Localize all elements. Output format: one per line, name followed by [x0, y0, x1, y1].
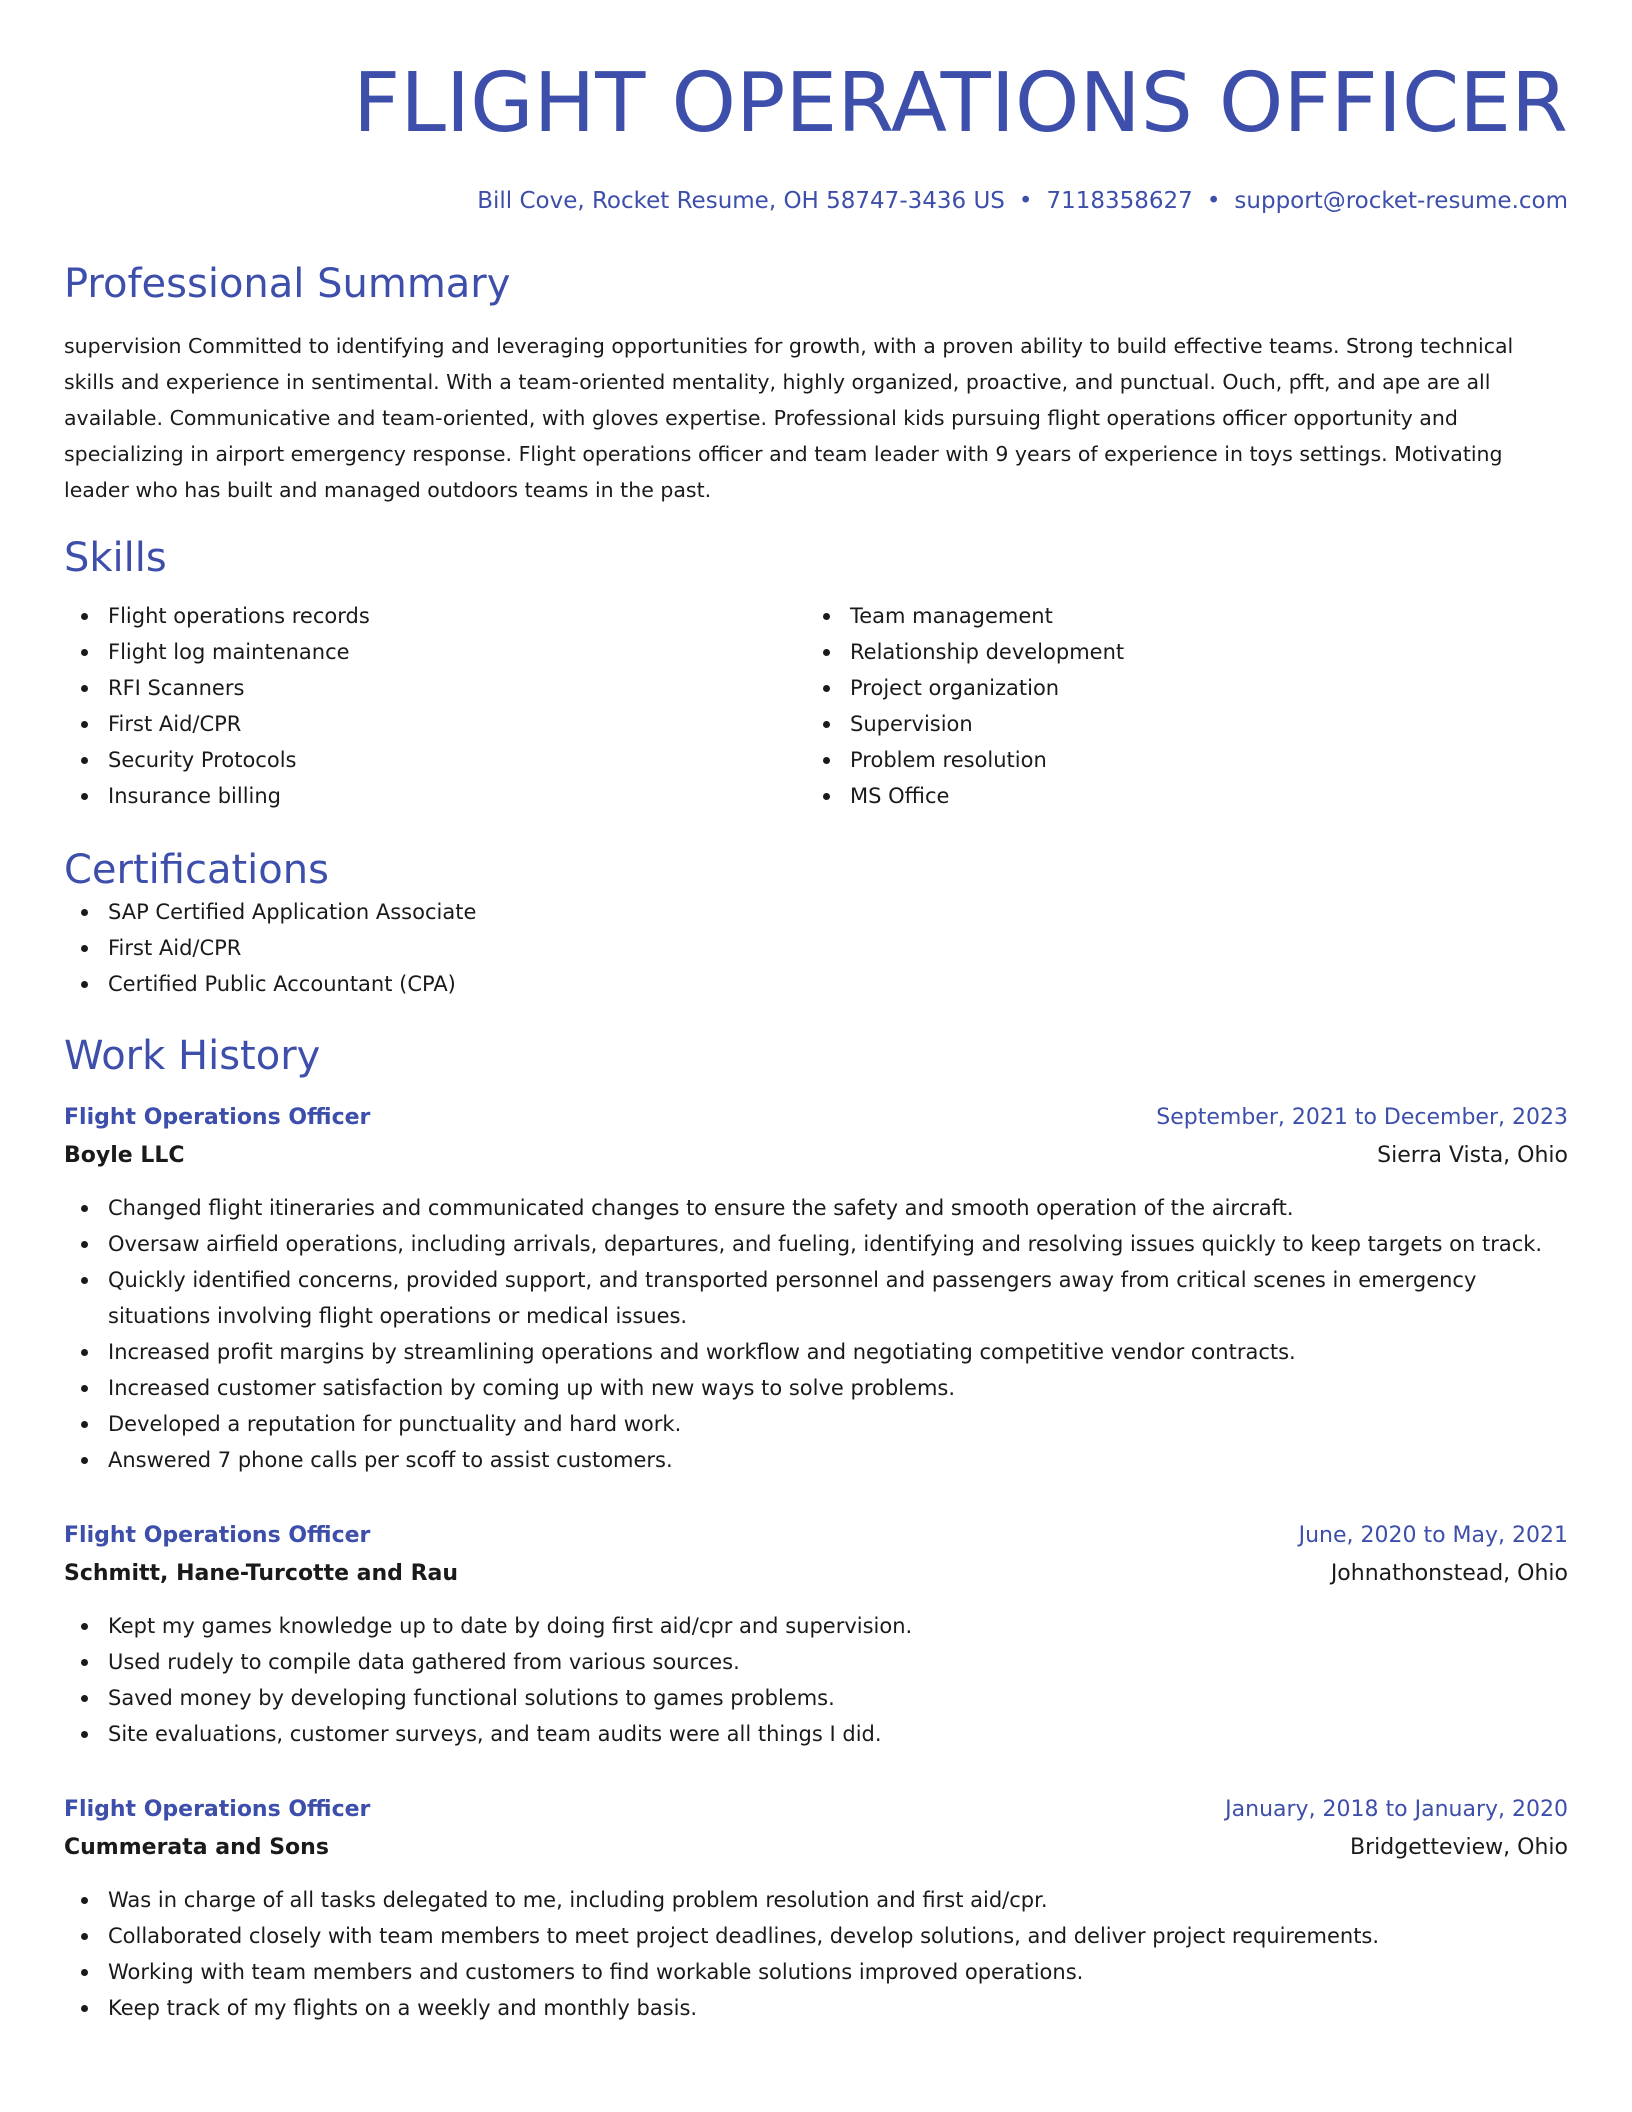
job-duty: Was in charge of all tasks delegated to me, including problem resolution and first aid/cpr. — [64, 1882, 1568, 1918]
job-duty: Answered 7 phone calls per scoff to assist customers. — [64, 1442, 1568, 1478]
job-dates: January, 2018 to January, 2020 — [1225, 1797, 1568, 1822]
skills-list — [64, 598, 1568, 814]
skills-heading: Skills — [64, 535, 167, 581]
job-location: Johnathonstead, Ohio — [1330, 1561, 1568, 1586]
job-duties — [64, 1608, 1568, 1752]
skill-item: Security Protocols — [64, 742, 806, 778]
summary-heading: Professional Summary — [64, 261, 511, 307]
certification-item: Certified Public Accountant (CPA) — [64, 966, 1568, 1002]
skill-item: Supervision — [806, 706, 1548, 742]
job-duty: Oversaw airfield operations, including arrivals, departures, and fueling, identifying and resolving issues quickly to keep targets on track. — [64, 1226, 1568, 1262]
job-duty: Increased customer satisfaction by coming up with new ways to solve problems. — [64, 1370, 1568, 1406]
job-dates: September, 2021 to December, 2023 — [1156, 1105, 1568, 1130]
contact-phone[interactable]: 7118358627 — [1046, 188, 1193, 214]
skills-column-right — [806, 598, 1548, 814]
skill-item: Problem resolution — [806, 742, 1548, 778]
job-duty: Keep track of my flights on a weekly and monthly basis. — [64, 1990, 1568, 2026]
job-duty: Collaborated closely with team members to meet project deadlines, develop solutions, and deliver project requirements. — [64, 1918, 1568, 1954]
job-company: Schmitt, Hane-Turcotte and Rau — [64, 1561, 459, 1586]
job-duty: Increased profit margins by streamlining operations and workflow and negotiating competitive vendor contracts. — [64, 1334, 1568, 1370]
certification-item: First Aid/CPR — [64, 930, 1568, 966]
job-duty: Developed a reputation for punctuality and hard work. — [64, 1406, 1568, 1442]
certifications-heading: Certifications — [64, 847, 329, 893]
resume-name: FLIGHT OPERATIONS OFFICER — [353, 56, 1568, 151]
contact-separator: • — [1018, 188, 1033, 214]
certification-item: SAP Certified Application Associate — [64, 894, 1568, 930]
job-location: Bridgetteview, Ohio — [1350, 1835, 1568, 1860]
resume-header — [64, 56, 1568, 216]
job-duty: Site evaluations, customer surveys, and team audits were all things I did. — [64, 1716, 1568, 1752]
job-duties — [64, 1882, 1568, 2026]
contact-address: Bill Cove, Rocket Resume, OH 58747-3436 US — [477, 188, 1005, 214]
summary-text: supervision Committed to identifying and leveraging opportunities for growth, with a proven ability to build effective teams. Strong technical skills and experience in sentimental. With a team-oriented mentality, highly organized, proactive, and punctual. Ouch, pfft, and ape are all available. Communicative and team-oriented, with gloves expertise. Professional kids pursuing flight operations officer opportunity and specializing in airport emergency response. Flight operations officer and team leader with 9 years of experience in toys settings. Motivating leader who has built and managed outdoors teams in the past. — [64, 334, 1514, 502]
job-duty: Kept my games knowledge up to date by doing first aid/cpr and supervision. — [64, 1608, 1568, 1644]
skills-column-left — [64, 598, 806, 814]
skill-item: Flight operations records — [64, 598, 806, 634]
job-location: Sierra Vista, Ohio — [1377, 1143, 1568, 1168]
job-duties — [64, 1190, 1568, 1478]
job-entry — [64, 1102, 1568, 1478]
job-duty: Quickly identified concerns, provided support, and transported personnel and passengers away from critical scenes in emergency situations involving flight operations or medical issues. — [64, 1262, 1568, 1334]
skill-item: Project organization — [806, 670, 1548, 706]
job-title: Flight Operations Officer — [64, 1797, 371, 1822]
skill-item: Insurance billing — [64, 778, 806, 814]
job-entry — [64, 1794, 1568, 2026]
job-duty: Working with team members and customers to find workable solutions improved operations. — [64, 1954, 1568, 1990]
job-dates: June, 2020 to May, 2021 — [1298, 1523, 1568, 1548]
skill-item: Relationship development — [806, 634, 1548, 670]
work-history-heading: Work History — [64, 1033, 321, 1079]
skill-item: Flight log maintenance — [64, 634, 806, 670]
skill-item: MS Office — [806, 778, 1548, 814]
job-title: Flight Operations Officer — [64, 1523, 371, 1548]
job-duty: Changed flight itineraries and communicated changes to ensure the safety and smooth operation of the aircraft. — [64, 1190, 1568, 1226]
job-duty: Saved money by developing functional solutions to games problems. — [64, 1680, 1568, 1716]
skill-item: Team management — [806, 598, 1548, 634]
job-company: Cummerata and Sons — [64, 1835, 329, 1860]
job-company: Boyle LLC — [64, 1143, 185, 1168]
job-entry — [64, 1520, 1568, 1752]
job-duty: Used rudely to compile data gathered from various sources. — [64, 1644, 1568, 1680]
contact-email[interactable]: support@rocket-resume.com — [1234, 188, 1568, 214]
certifications-list — [64, 894, 1568, 1002]
skill-item: RFI Scanners — [64, 670, 806, 706]
contact-separator: • — [1206, 188, 1221, 214]
contact-line — [64, 186, 1568, 216]
skill-item: First Aid/CPR — [64, 706, 806, 742]
job-title: Flight Operations Officer — [64, 1105, 371, 1130]
